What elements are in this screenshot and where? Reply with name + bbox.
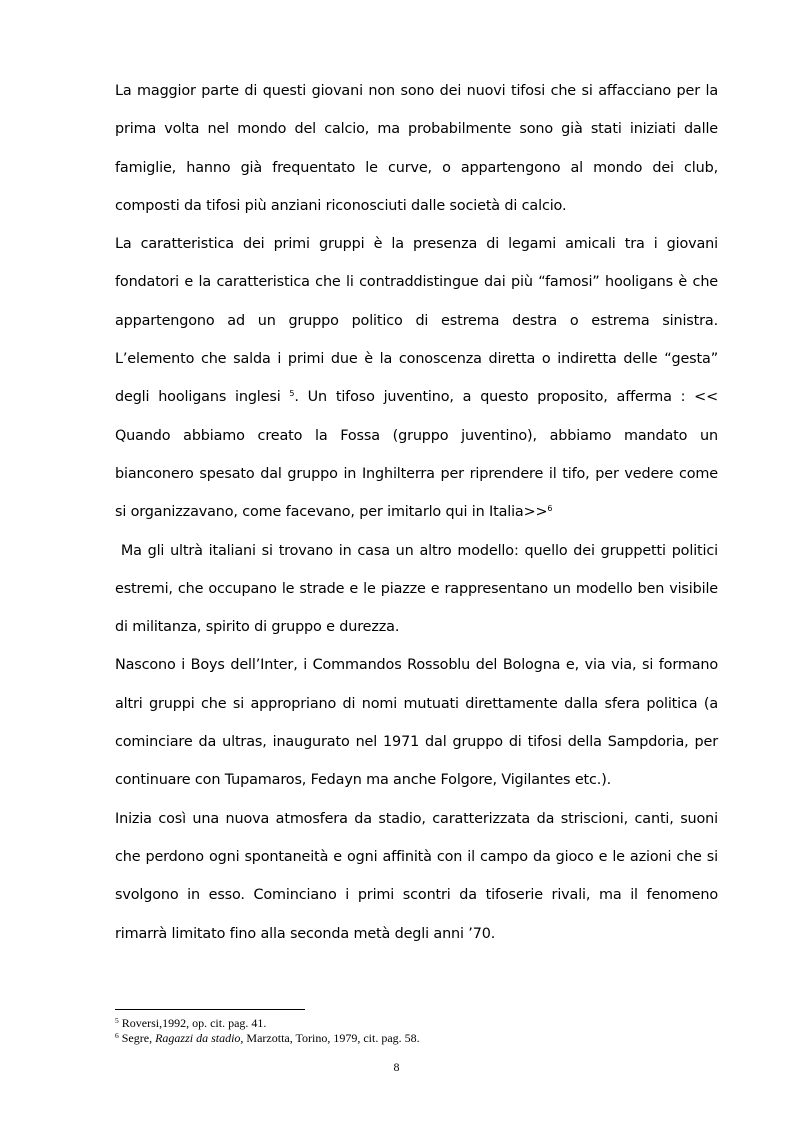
paragraph-2-text-quote: . Un tifoso juventino, a questo proposito, afferma : << Quando abbiamo creato la Fossa (gruppo juventino), abbiamo mandato un bianconero spesato dal gruppo in Inghilterra per riprendere il tifo, per vedere come si organizzavano, come facevano, per imitarlo qui in Italia>> bbox=[115, 389, 718, 521]
page-number: 8 bbox=[393, 1060, 400, 1074]
paragraph-3 bbox=[115, 532, 718, 647]
footnote-6 bbox=[115, 1031, 718, 1046]
footnote-5-text: Roversi,1992, op. cit. pag. 41. bbox=[121, 1016, 267, 1030]
footnote-5 bbox=[115, 1016, 718, 1031]
paragraph-3-text: Ma gli ultrà italiani si trovano in casa un altro modello: quello dei gruppetti politici estremi, che occupano le strade e le piazze e rappresentano un modello ben visibile di militanza, spirito di gruppo e durezza. bbox=[115, 542, 718, 636]
body-text bbox=[115, 72, 718, 953]
footnotes bbox=[115, 1016, 718, 1045]
paragraph-1 bbox=[115, 72, 718, 225]
footnote-6-number: 6 bbox=[115, 1030, 119, 1040]
paragraph-5-text: Inizia così una nuova atmosfera da stadio, caratterizzata da striscioni, canti, suoni che perdono ogni spontaneità e ogni affinità con il campo da gioco e le azioni che si svolgono in esso. Cominciano i primi scontri da tifoserie rivali, ma il fenomeno rimarrà limitato fino alla seconda metà degli anni ’70. bbox=[115, 810, 718, 942]
paragraph-4-text: Nascono i Boys dell’Inter, i Commandos Rossoblu del Bologna e, via via, si formano altri gruppi che si appropriano di nomi mutuati direttamente dalla sfera politica (a cominciare da ultras, inaugurato nel 1971 dal gruppo di tifosi della Sampdoria, per continuare con Tupamaros, Fedayn ma anche Folgore, Vigilantes etc.). bbox=[115, 657, 718, 789]
paragraph-5 bbox=[115, 800, 718, 953]
paragraph-2 bbox=[115, 225, 718, 531]
footnote-ref-6[interactable]: 6 bbox=[547, 504, 553, 514]
footnote-6-title: Ragazzi da stadio bbox=[155, 1030, 241, 1045]
footnote-5-number: 5 bbox=[115, 1015, 119, 1025]
footnote-6-author: Segre, bbox=[121, 1030, 156, 1045]
footnote-6-rest: , Marzotta, Torino, 1979, cit. pag. 58. bbox=[240, 1030, 420, 1045]
footnote-ref-5[interactable]: 5 bbox=[289, 389, 295, 399]
paragraph-1-text: La maggior parte di questi giovani non sono dei nuovi tifosi che si affacciano per la prima volta nel mondo del calcio, ma probabilmente sono già stati iniziati dalle famiglie, hanno già frequentato le curve, o appartengono al mondo dei club, composti da tifosi più anziani riconosciuti dalle società di calcio. bbox=[115, 83, 718, 214]
paragraph-2-text-start: La caratteristica dei primi gruppi è la presenza di legami amicali tra i giovani fondatori e la caratteristica che li contraddistingue dai più “famosi” hooligans è che appartengono ad un gruppo politico di estrema destra o estrema sinistra. L’elemento che salda i primi due è la conoscenza diretta o indiretta delle “gesta” degli hooligans inglesi bbox=[115, 236, 718, 406]
footnote-separator bbox=[115, 1009, 305, 1010]
paragraph-4 bbox=[115, 646, 718, 799]
